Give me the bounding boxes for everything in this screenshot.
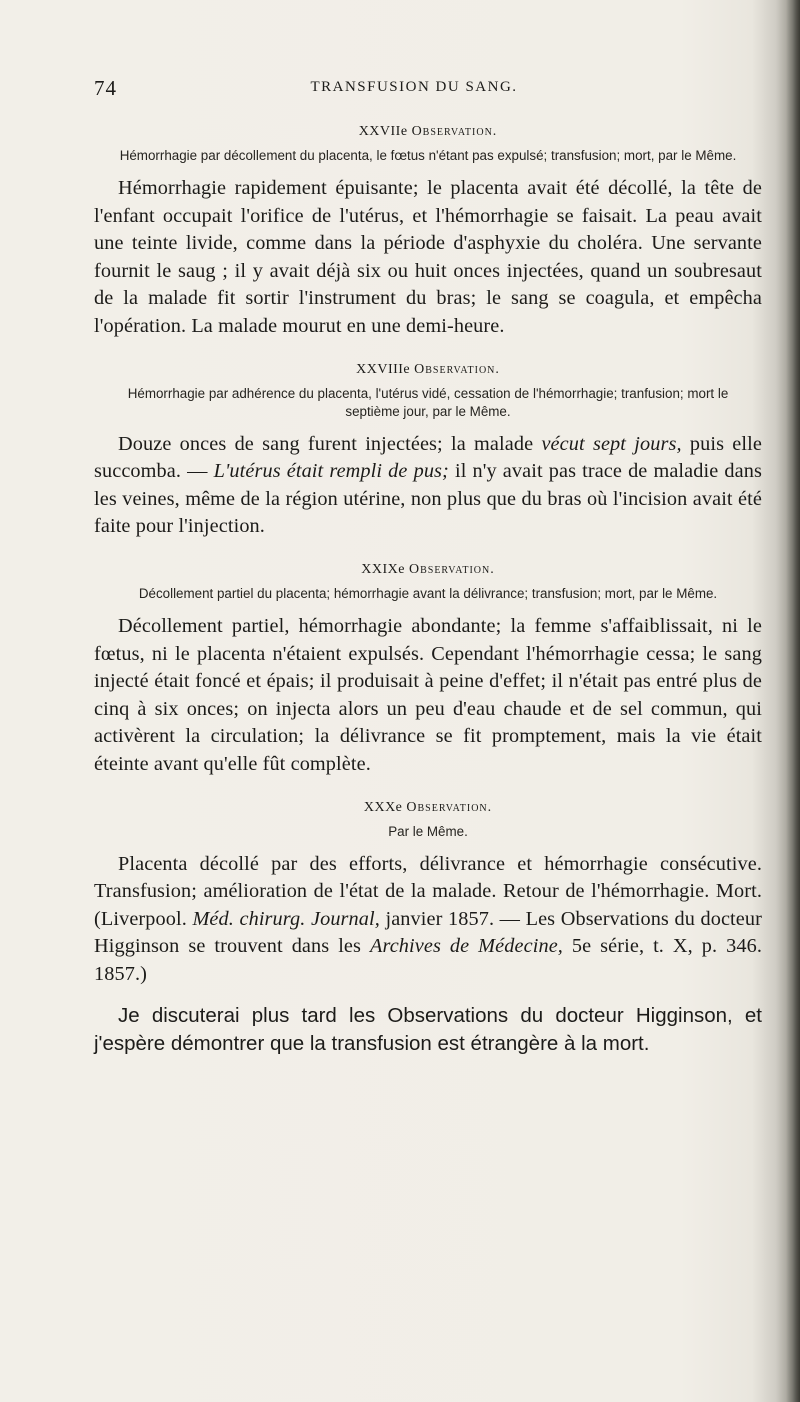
body-italic: Archives de Médecine, — [369, 935, 563, 958]
observation-body — [94, 431, 762, 541]
observation-summary: Par le Même. — [388, 823, 468, 839]
observation-heading — [94, 561, 762, 579]
body-text: Placenta décollé par des efforts, délivrance et hémorrhagie consécutive. Transfusion; amélioration de l'état de la malade. Retour de l'hémorrhagie. Mort. (Liverpool. — [94, 852, 762, 930]
observation-body: Décollement partiel, hémorrhagie abondante; la femme s'affaiblissait, ni le fœtus, ni le placenta n'étaient expulsés. Cependant l'hémorrhagie cessa; le sang injecté était foncé et épais; il produisait à peine d'effet; il n'était pas entré plus de cinq à six onces; on injecta alors un peu d'eau chaude et de sel commun, qui activèrent la circulation; la délivrance se fit promptement, mais la vie était éteinte avant qu'elle fût complète. — [94, 614, 762, 775]
observation-body — [94, 851, 762, 989]
observation-label: Observation. — [411, 124, 498, 139]
observation-summary: Décollement partiel du placenta; hémorrhagie avant la délivrance; transfusion; mort, par le Même. — [138, 585, 718, 601]
observation-number: XXIXe — [361, 561, 405, 577]
running-title: TRANSFUSION DU SANG. — [310, 79, 518, 95]
page-content — [94, 123, 762, 1058]
body-text: puis elle succomba. — — [94, 432, 762, 483]
observation-29 — [94, 561, 762, 779]
body-italic: Méd. chirurg. Journal, — [192, 907, 380, 930]
observation-heading — [94, 123, 762, 141]
observation-label: Observation. — [414, 361, 500, 377]
observation-heading — [94, 799, 762, 817]
page-edge-shadow — [786, 0, 800, 1402]
body-text: janvier 1857. — Les Observations du docteur Higginson se trouvent dans les — [94, 907, 762, 958]
page-number: 74 — [94, 76, 117, 100]
observation-number: XXVIIIe — [356, 361, 411, 377]
observation-28 — [94, 361, 762, 541]
observation-heading — [94, 361, 762, 379]
observation-number: XXVIIe — [358, 124, 408, 139]
observation-body: Hémorrhagie rapidement épuisante; le placenta avait été décollé, la tête de l'enfant occupait l'orifice de l'utérus, et l'hémorrhagie se faisait. La peau avait une teinte livide, comme dans la période d'asphyxie du choléra. Une servante fournit le saug ; il y avait déjà six ou huit onces injectées, quand un soubresaut de la malade fit sortir l'instrument du bras; le sang se coagula, et empêcha l'opération. La malade mourut en une demi-heure. — [94, 177, 762, 337]
body-italic: L'utérus était rempli de pus; — [213, 460, 449, 483]
observation-number: XXXe — [363, 799, 403, 815]
closing-paragraph: Je discuterai plus tard les Observations du docteur Higginson, et j'espère démontrer que la transfusion est étrangère à la mort. — [94, 1004, 762, 1056]
body-text: il n'y avait pas trace de maladie dans les veines, même de la région utérine, non plus que du bras où l'incision avait été faite pour l'injection. — [94, 460, 762, 538]
observation-label: Observation. — [406, 799, 493, 815]
page-header — [94, 76, 734, 102]
observation-summary: Hémorrhagie par adhérence du placenta, l'utérus vidé, cessation de l'hémorrhagie; tranfusion; mort le septième jour, par le Même. — [127, 385, 729, 419]
observation-label: Observation. — [408, 561, 495, 577]
observation-summary: Hémorrhagie par décollement du placenta, le fœtus n'étant pas expulsé; transfusion; mort, par le Même. — [119, 148, 737, 163]
observation-30 — [94, 799, 762, 989]
observation-27 — [94, 123, 762, 341]
body-text: Douze onces de sang furent injectées; la malade — [118, 432, 542, 455]
body-text: 5e série, t. X, p. 346. 1857.) — [94, 935, 762, 985]
body-italic: vécut sept jours, — [541, 432, 682, 455]
